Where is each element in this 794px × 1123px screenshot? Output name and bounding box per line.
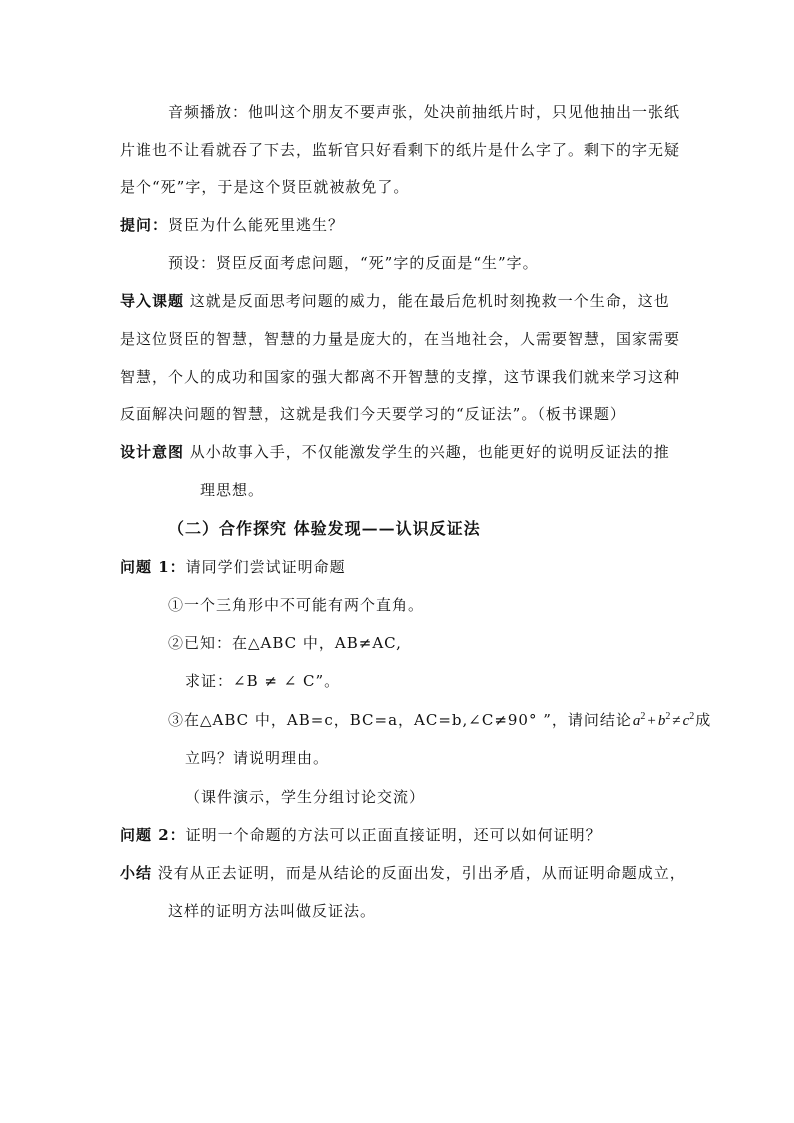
design-line-1 (120, 441, 670, 463)
preset-line: 预设：贤臣反面考虑问题，“死”字的反面是“生”字。 (168, 254, 539, 272)
problem1-item-2-given: ②已知：在△ABC 中，AB≠AC, (168, 634, 402, 652)
problem1-heading (120, 556, 346, 578)
section-title: （二）合作探究 体验发现——认识反证法 (168, 519, 481, 538)
formula-plus: + (647, 713, 656, 729)
question-paragraph (120, 214, 344, 236)
intro-line-4: 反面解决问题的智慧，这就是我们今天要学习的“反证法”。（板书课题） (120, 405, 626, 423)
problem1-item-2-prove: 求证：∠B ≠ ∠ C”。 (185, 672, 341, 690)
intro-line-3: 智慧，个人的成功和国家的强大都离不开智慧的支撑，这节课我们就来学习这种 (120, 368, 681, 386)
intro-label: 导入课题 (120, 292, 185, 310)
problem1-item-3-continued: 立吗？请说明理由。 (185, 749, 330, 767)
formula-a: a (632, 713, 641, 729)
problem2-text: 证明一个命题的方法可以正面直接证明，还可以如何证明？ (185, 826, 602, 844)
design-line-2: 理思想。 (200, 481, 265, 499)
problem1-label: 问题 1： (120, 558, 186, 576)
formula-b: b (657, 713, 666, 729)
formula-exp-c: 2 (689, 711, 695, 722)
problem1-note: （课件演示，学生分组讨论交流） (185, 788, 426, 806)
design-label: 设计意图 (120, 443, 185, 461)
summary-line-1 (120, 862, 686, 884)
formula-exp-b: 2 (665, 711, 671, 722)
summary-line-2: 这样的证明方法叫做反证法。 (168, 902, 377, 920)
problem1-item-3 (168, 709, 711, 731)
story-line-3: 是个“死”字，于是这个贤臣就被赦免了。 (120, 178, 410, 196)
formula-c: c (682, 713, 690, 729)
pythagorean-inequality-formula (633, 713, 694, 729)
story-line-1: 音频播放：他叫这个朋友不要声张，处决前抽纸片时，只见他抽出一张纸 (168, 103, 681, 121)
summary-label: 小结 (120, 864, 153, 882)
design-text-1: 从小故事入手，不仅能激发学生的兴趣，也能更好的说明反证法的推 (184, 443, 670, 461)
intro-line-1 (120, 290, 670, 312)
formula-neq: ≠ (672, 713, 681, 729)
story-line-2: 片谁也不让看就吞了下去，监斩官只好看剩下的纸片是什么字了。剩下的字无疑 (120, 141, 681, 159)
question-label: 提问： (120, 216, 169, 234)
problem2-label: 问题 2： (120, 826, 186, 844)
question-text: 贤臣为什么能死里逃生？ (168, 216, 345, 234)
intro-text-1: 这就是反面思考问题的威力，能在最后危机时刻挽救一个生命，这也 (184, 292, 670, 310)
problem2-paragraph (120, 824, 602, 846)
problem1-item-3-text: ③在△ABC 中，AB=c，BC=a，AC=b,∠C≠90° ”，请问结论 (168, 711, 632, 729)
problem1-item-3-end: 成 (695, 711, 712, 729)
problem1-text: 请同学们尝试证明命题 (185, 558, 346, 576)
intro-line-2: 是这位贤臣的智慧，智慧的力量是庞大的，在当地社会，人需要智慧，国家需要 (120, 330, 681, 348)
formula-exp-a: 2 (640, 711, 646, 722)
summary-text-1: 没有从正去证明，而是从结论的反面出发，引出矛盾，从而证明命题成立， (152, 864, 686, 882)
problem1-item-1: ①一个三角形中不可能有两个直角。 (168, 596, 425, 614)
